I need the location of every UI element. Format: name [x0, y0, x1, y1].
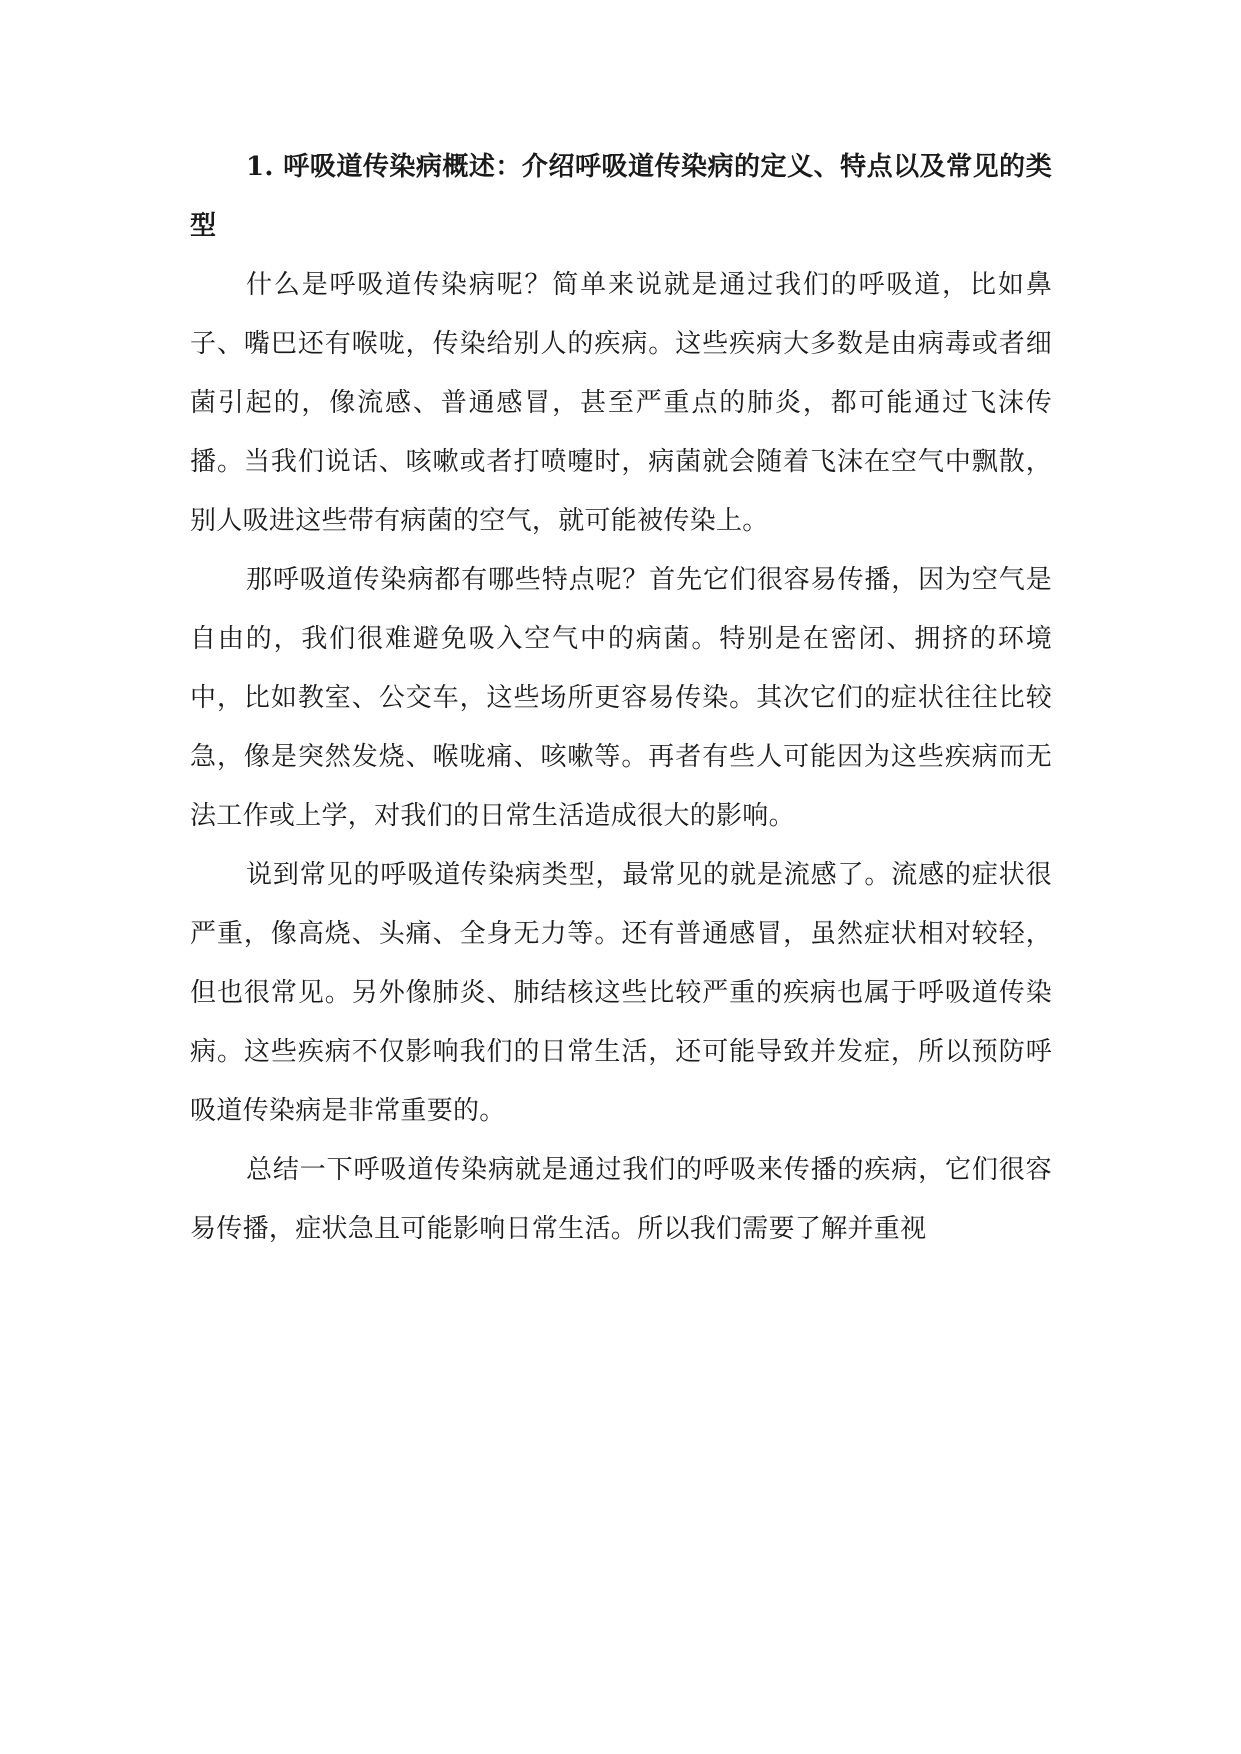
document-body — [190, 138, 1052, 1259]
paragraph-common-types: 说到常见的呼吸道传染病类型，最常见的就是流感了。流感的症状很严重，像高烧、头痛、全身无力等。还有普通感冒，虽然症状相对较轻，但也很常见。另外像肺炎、肺结核这些比较严重的疾病也属于呼吸道传染病。这些疾病不仅影响我们的日常生活，还可能导致并发症，所以预防呼吸道传染病是非常重要的。 — [190, 860, 1052, 1126]
paragraph-summary: 总结一下呼吸道传染病就是通过我们的呼吸来传播的疾病，它们很容易传播，症状急且可能影响日常生活。所以我们需要了解并重视 — [190, 1155, 1052, 1244]
paragraph-characteristics: 那呼吸道传染病都有哪些特点呢？首先它们很容易传播，因为空气是自由的，我们很难避免吸入空气中的病菌。特别是在密闭、拥挤的环境中，比如教室、公交车，这些场所更容易传染。其次它们的症状往往比较急，像是突然发烧、喉咙痛、咳嗽等。再者有些人可能因为这些疾病而无法工作或上学，对我们的日常生活造成很大的影响。 — [190, 565, 1052, 831]
section-heading: 1. 呼吸道传染病概述：介绍呼吸道传染病的定义、特点以及常见的类型 — [190, 152, 1052, 241]
paragraph-definition: 什么是呼吸道传染病呢？简单来说就是通过我们的呼吸道，比如鼻子、嘴巴还有喉咙，传染给别人的疾病。这些疾病大多数是由病毒或者细菌引起的，像流感、普通感冒，甚至严重点的肺炎，都可能通过飞沫传播。当我们说话、咳嗽或者打喷嚏时，病菌就会随着飞沫在空气中飘散，别人吸进这些带有病菌的空气，就可能被传染上。 — [190, 270, 1052, 536]
